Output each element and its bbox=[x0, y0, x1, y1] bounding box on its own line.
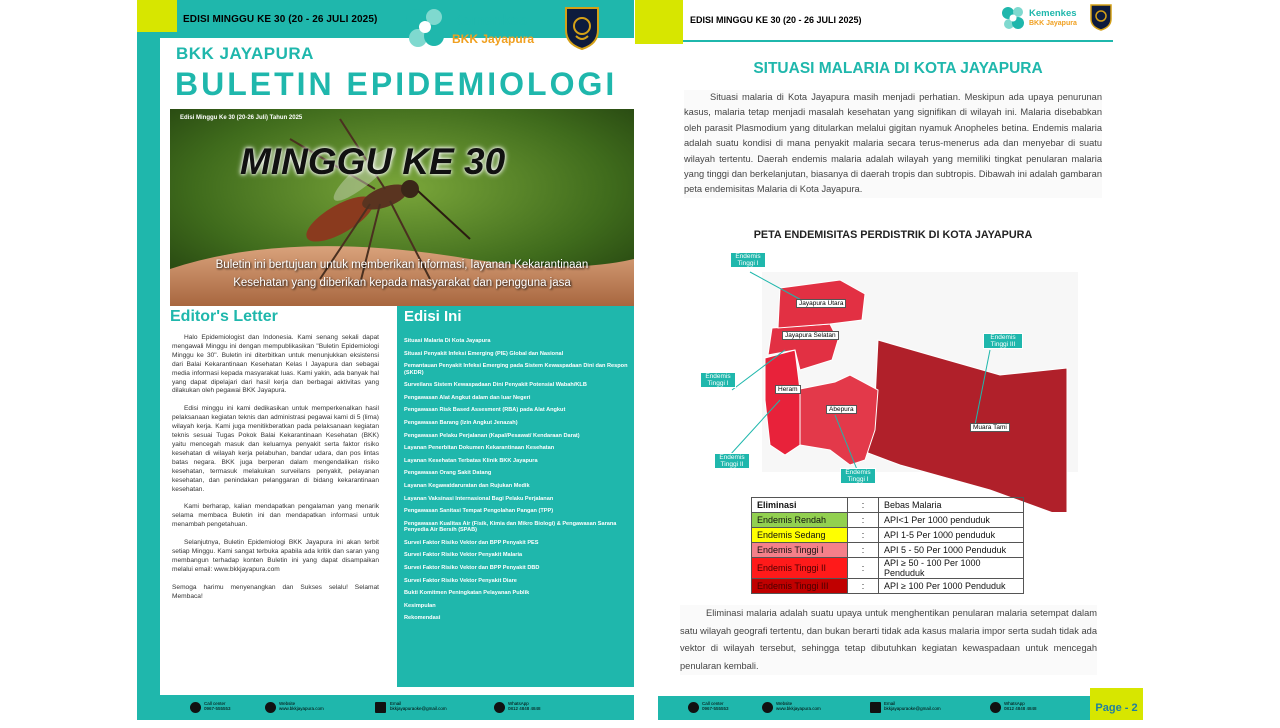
edisi-ini-item: Pengawasan Barang (Izin Angkut Jenazah) bbox=[404, 419, 518, 426]
email-icon bbox=[870, 702, 881, 713]
legend-level: Endemis Tinggi I bbox=[752, 543, 848, 558]
whatsapp-icon bbox=[990, 702, 1001, 713]
editor-letter-body bbox=[172, 334, 379, 611]
footer-callcenter: Call center 0967-555553 bbox=[204, 701, 231, 711]
phone-icon bbox=[688, 702, 699, 713]
edisi-ini-item: Pengawasan Alat Angkut dalam dan luar Negeri bbox=[404, 394, 531, 401]
edisi-ini-item: Bukti Komitmen Peningkatan Pelayanan Publik bbox=[404, 590, 530, 597]
logo-name: Kemenkes bbox=[452, 12, 528, 29]
globe-icon bbox=[265, 702, 276, 713]
edisi-ini-item: Layanan Vaksinasi Internasional Bagi Pelaku Perjalanan bbox=[404, 495, 554, 502]
legend-level: Endemis Tinggi III bbox=[752, 579, 848, 594]
edisi-ini-item: Pengawasan Kualitas Air (Fisik, Kimia dan Mikro Biologi) & Pengawasan Sarana Penyedia Air Bersih (SPAB) bbox=[404, 520, 617, 534]
edisi-ini-item: Pengawasan Risk Based Assesment (RBA) pada Alat Angkut bbox=[404, 407, 566, 414]
legend-separator: : bbox=[848, 558, 879, 579]
edisi-ini-list bbox=[404, 338, 628, 628]
label-jayapura-selatan: Jayapura Selatan bbox=[782, 331, 839, 340]
edisi-ini-item: Situasi Malaria Di Kota Jayapura bbox=[404, 338, 491, 344]
globe-icon bbox=[762, 702, 773, 713]
edition-label: EDISI MINGGU KE 30 (20 - 26 JULI 2025) bbox=[183, 14, 378, 25]
bkk-emblem-icon bbox=[564, 6, 600, 50]
elimination-paragraph: Eliminasi malaria adalah suatu upaya untuk menghentikan penularan malaria setempat dalam satu wilayah geografi tertentu, dan bukan berarti tidak ada kasus malaria impor serta sudah tidak ada vektor di wilayah tersebut, sehingga tetap dibutuhkan kegiatan kewaspadaan untuk mencegah penularan kembali. bbox=[680, 605, 1097, 675]
legend-description: API<1 Per 1000 penduduk bbox=[879, 513, 1024, 528]
email-icon bbox=[375, 702, 386, 713]
edisi-ini-item: Layanan Kesehatan Terbatas Klinik BKK Jayapura bbox=[404, 457, 538, 464]
footer-website[interactable]: Website www.bkkjayapura.com bbox=[776, 701, 821, 711]
editor-paragraph: Edisi minggu ini kami dedikasikan untuk memperkenalkan hasil pelaksanaan kegiatan teknis dan administrasi pegawai kami di 5 (lima) wilayah kerja. Kami juga menitikberatkan pada pelaksanaan kegiatan teknis sesuai Tugas Pokok Balai Kekarantinaan Kesehatan (BKK) yaitu mencegah masuk dan keluarnya penyakit serta faktor risiko kesehatan di wilayah kerja pelabuhan, bandar udara, dan pos lintas batas negara. BKK juga berperan dalam mengendalikan risiko kesehatan, termasuk melakukan surveilans penyakit, pelayanan kesehatan, dan penindakan pelanggaran di bidang kekarantinaan kesehatan. bbox=[172, 405, 379, 493]
legend-row bbox=[752, 579, 1024, 594]
edisi-ini-item: Pengawasan Pelaku Perjalanan (Kapal/Pesawat/ Kendaraan Darat) bbox=[404, 432, 580, 439]
callout-endemis: Endemis Tinggi I bbox=[700, 372, 736, 388]
legend-description: API 5 - 50 Per 1000 Penduduk bbox=[879, 543, 1024, 558]
whatsapp-icon bbox=[494, 702, 505, 713]
footer-email[interactable]: Email bkkjayapuraoke@gmail.com bbox=[390, 701, 447, 711]
legend-row bbox=[752, 558, 1024, 579]
phone-icon bbox=[190, 702, 201, 713]
legend-row bbox=[752, 513, 1024, 528]
edisi-ini-item: Pengawasan Sanitasi Tempat Pengolahan Pangan (TPP) bbox=[404, 508, 554, 515]
footer-whatsapp: WhatsApp 0812 4848 4848 bbox=[1004, 701, 1037, 711]
legend-separator: : bbox=[848, 579, 879, 594]
district-map bbox=[700, 250, 1080, 512]
legend-level: Eliminasi bbox=[752, 498, 848, 513]
edition-label: EDISI MINGGU KE 30 (20 - 26 JULI 2025) bbox=[690, 15, 862, 25]
endemicity-legend bbox=[751, 497, 1024, 594]
edisi-ini-item: Pemantauan Penyakit Infeksi Emerging pada Sistem Kewaspadaan Dini dan Respon (SKDR) bbox=[404, 363, 628, 376]
cover-subtitle-2: Kesehatan yang diberikan kepada masyarakat dan pengguna jasa bbox=[233, 277, 571, 289]
district-heram bbox=[765, 350, 800, 455]
edisi-ini-title: Edisi Ini bbox=[404, 308, 462, 325]
editor-paragraph: Semoga harimu menyenangkan dan Sukses selalu! Selamat Membaca! bbox=[172, 583, 379, 600]
malaria-intro: Situasi malaria di Kota Jayapura masih menjadi perhatian. Meskipun ada upaya penurunan kasus, malaria tetap menjadi masalah kesehatan yang signifikan di wilayah ini. Malaria disebabkan oleh parasit Plasmodium yang ditularkan melalui gigitan nyamuk Anopheles betina. Endemis malaria adalah suatu kondisi di mana penyakit malaria secara terus-menerus ada dan menyebar di suatu wilayah tertentu. Daerah endemis malaria adalah wilayah yang memiliki tingkat penularan malaria yang tinggi dan berkelanjutan, biasanya di daerah tropis dan subtropis. Dibawah ini adalah gambaran peta endemisitas Malaria di Kota Jayapura. bbox=[684, 90, 1102, 198]
logo-group bbox=[400, 2, 600, 54]
edisi-ini-item: Layanan Penerbitan Dokumen Kekarantinaan Kesehatan bbox=[404, 445, 555, 452]
logo-subname: BKK Jayapura bbox=[1029, 20, 1077, 27]
edisi-ini-item: Survei Faktor Risiko Vektor Penyakit Malaria bbox=[404, 552, 523, 559]
footer-callcenter: Call center 0967-555553 bbox=[702, 701, 729, 711]
kemenkes-logo-icon bbox=[403, 5, 447, 51]
section-title: SITUASI MALARIA DI KOTA JAYAPURA bbox=[753, 60, 1043, 77]
logo-group bbox=[1000, 3, 1120, 33]
label-muara-tami: Muara Tami bbox=[970, 423, 1010, 432]
edisi-ini-item: Rekomendasi bbox=[404, 615, 441, 622]
map-title: PETA ENDEMISITAS PERDISTRIK DI KOTA JAYAPURA bbox=[753, 229, 1033, 241]
edisi-ini-item: Survei Faktor Risiko Vektor dan BPP Penyakit DBD bbox=[404, 564, 540, 571]
edisi-ini-item: Kesimpulan bbox=[404, 602, 436, 609]
callout-endemis: Endemis Tinggi III bbox=[983, 333, 1023, 349]
corner-accent bbox=[635, 0, 683, 44]
legend-separator: : bbox=[848, 528, 879, 543]
kemenkes-logo-icon bbox=[1000, 5, 1026, 31]
legend-separator: : bbox=[848, 543, 879, 558]
label-jayapura-utara: Jayapura Utara bbox=[796, 299, 846, 308]
legend-separator: : bbox=[848, 498, 879, 513]
callout-endemis: Endemis Tinggi I bbox=[840, 468, 876, 484]
legend-level: Endemis Rendah bbox=[752, 513, 848, 528]
label-heram: Heram bbox=[775, 385, 801, 394]
legend-separator: : bbox=[848, 513, 879, 528]
bkk-emblem-icon bbox=[1090, 4, 1112, 31]
edisi-ini-item: Survei Faktor Risiko Vektor dan BPP Penyakit PES bbox=[404, 539, 539, 546]
legend-row bbox=[752, 543, 1024, 558]
footer-whatsapp: WhatsApp 0812 4848 4848 bbox=[508, 701, 541, 711]
corner-accent bbox=[137, 0, 177, 32]
legend-row bbox=[752, 528, 1024, 543]
bulletin-title: BULETIN EPIDEMIOLOGI bbox=[175, 66, 618, 102]
legend-description: API ≥ 50 - 100 Per 1000 Penduduk bbox=[879, 558, 1024, 579]
edisi-ini-item: Pengawasan Orang Sakit Datang bbox=[404, 470, 492, 477]
legend-level: Endemis Sedang bbox=[752, 528, 848, 543]
legend-level: Endemis Tinggi II bbox=[752, 558, 848, 579]
cover-subtitle-1: Buletin ini bertujuan untuk memberikan informasi, layanan Kekarantinaan bbox=[215, 259, 589, 271]
edisi-ini-item: Situasi Penyakit Infeksi Emerging (PIE) Global dan Nasional bbox=[404, 350, 564, 357]
callout-endemis: Endemis Tinggi II bbox=[714, 453, 750, 469]
callout-endemis: Endemis Tinggi I bbox=[730, 252, 766, 268]
edisi-ini-item: Survei Faktor Risiko Vektor Penyakit Diare bbox=[404, 577, 517, 584]
editor-letter-title: Editor's Letter bbox=[170, 308, 278, 325]
editor-paragraph: Halo Epidemiologist dan Indonesia. Kami senang sekali dapat mengawali Minggu ini dengan mempublikasikan "Buletin Epidemiologi Minggu ke 30". Buletin ini diterbitkan untuk menunjukkan eksistensi dari Balai Kekarantinaan Kesehatan Kelas I Jayapura dan sebagai media informasi kepada masyarakat luas. Kami yakin, ada banyak hal yang dapat dipelajari dari hasil kerja dan berbagai aktivitas yang dilakukan oleh pegawai BKK Jayapura. bbox=[172, 334, 379, 395]
edisi-ini-item: Surveilans Sistem Kewaspadaan Dini Penyakit Potensial Wabah/KLB bbox=[404, 382, 587, 389]
endemicity-map bbox=[700, 250, 1080, 512]
logo-subname: BKK Jayapura bbox=[452, 32, 535, 46]
cover-caption: Edisi Minggu Ke 30 (20-26 Juli) Tahun 2025 bbox=[180, 115, 303, 121]
footer-email[interactable]: Email bkkjayapuraoke@gmail.com bbox=[884, 701, 941, 711]
cover-week-title: MINGGU KE 30 bbox=[240, 141, 506, 182]
footer-website[interactable]: Website www.bkkjayapura.com bbox=[279, 701, 324, 711]
header-rule bbox=[683, 40, 1113, 42]
page-number: Page - 2 bbox=[1090, 688, 1143, 720]
edisi-ini-item: Layanan Kegawatdaruratan dan Rujukan Medik bbox=[404, 482, 530, 489]
legend-description: API 1-5 Per 1000 penduduk bbox=[879, 528, 1024, 543]
cover-image bbox=[170, 109, 634, 306]
editor-paragraph: Kami berharap, kalian mendapatkan pengalaman yang menarik selama membaca Buletin ini dan mendapatkan informasi untuk menambah pengetahuan. bbox=[172, 503, 379, 529]
logo-name: Kemenkes bbox=[1029, 8, 1077, 19]
header-rule bbox=[177, 32, 399, 34]
bkk-title: BKK JAYAPURA bbox=[176, 44, 314, 63]
legend-row bbox=[752, 498, 1024, 513]
editor-paragraph: Selanjutnya, Buletin Epidemiologi BKK Jayapura ini akan terbit setiap Minggu. Kami sangat terbuka apabila ada kritik dan saran yang membangun terhadap konten Buletin ini yang dapat disampaikan melalui email: www.bkkjayapura.com bbox=[172, 539, 379, 573]
legend-description: API ≥ 100 Per 1000 Penduduk bbox=[879, 579, 1024, 594]
legend-description: Bebas Malaria bbox=[879, 498, 1024, 513]
label-abepura: Abepura bbox=[826, 405, 857, 414]
